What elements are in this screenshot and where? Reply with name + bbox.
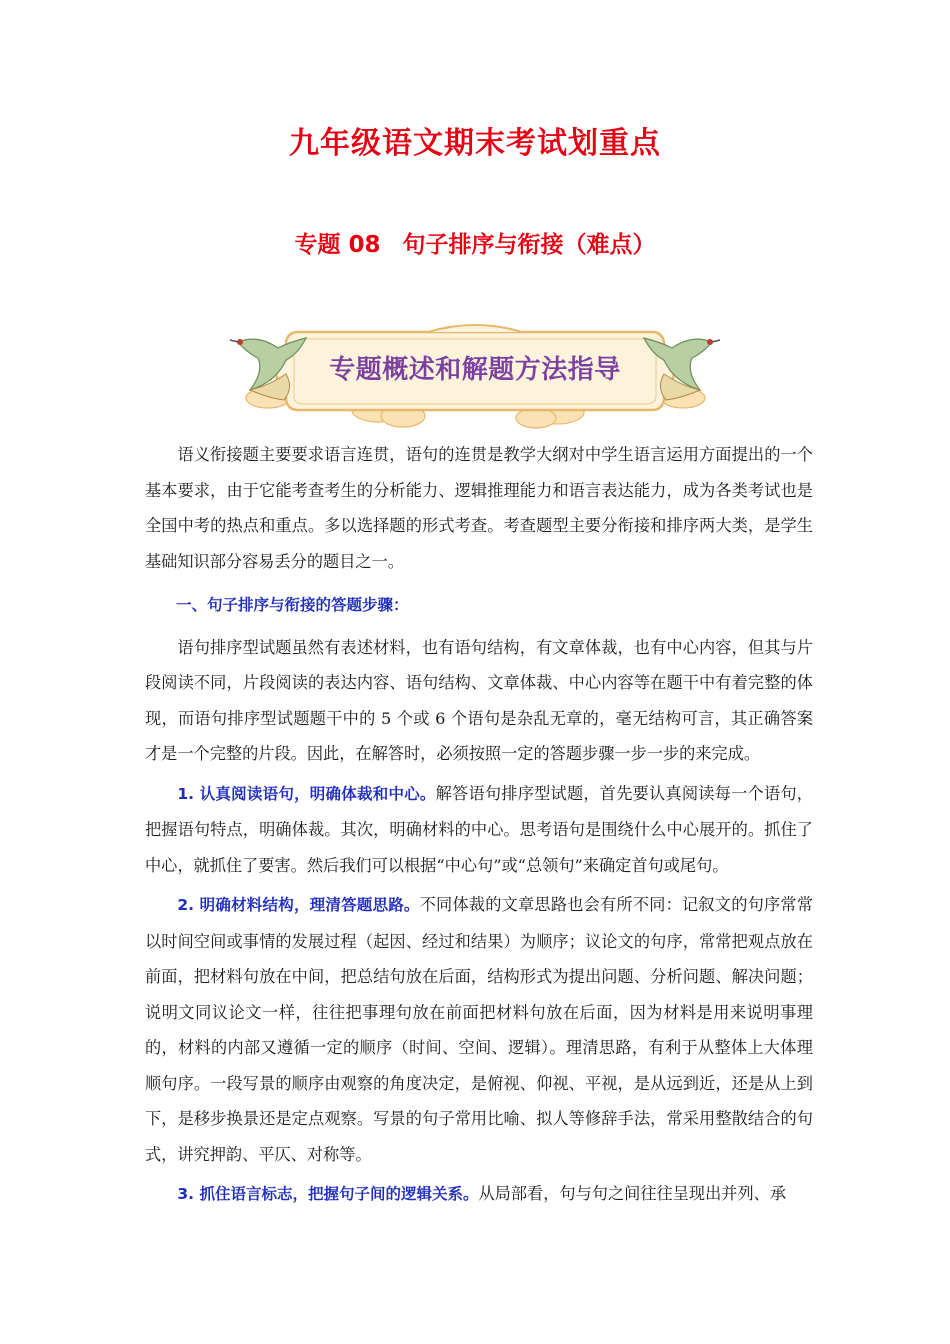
document-title: 九年级语文期末考试划重点: [289, 126, 661, 161]
section-banner: [228, 312, 722, 434]
step-2-text: 不同体裁的文章思路也会有所不同：记叙文的句序常常以时间空间或事情的发展过程（起因、经过和结果）为顺序；议论文的句序，常常把观点放在前面，把材料句放在中间，把总结句放在后面，结构形式为提出问题、分析问题、解决问题；说明文同议论文一样，往往把事理句放在前面把材料句放在后面，因为材料是用来说明事理的，材料的内部又遵循一定的顺序（时间、空间、逻辑）。理清思路，有利于从整体上大体理顺句序。一段写景的顺序由观察的角度决定，是俯视、仰视、平视，是从远到近，还是从上到下，是移步换景还是定点观察。写景的句子常用比喻、拟人等修辞手法，常采用整散结合的句式，讲究押韵、平仄、对称等。: [145, 895, 814, 1164]
banner-title: 专题概述和解题方法指导: [329, 355, 621, 385]
topic-number: 专题 08: [294, 232, 381, 258]
section-paragraph: 语句排序型试题虽然有表述材料，也有语句结构，有文章体裁，也有中心内容，但其与片段阅读不同，片段阅读的表达内容、语句结构、文章体裁、中心内容等在题干中有着完整的体现，而语句排序型试题题干中的 5 个或 6 个语句是杂乱无章的，毫无结构可言，其正确答案才是一个完整的片段。因此，在解答时，必须按照一定的答题步骤一步一步的来完成。: [145, 637, 813, 763]
topic-title: [0, 226, 950, 259]
step-1-paragraph: [145, 776, 813, 884]
step-3-text: 从局部看，句与句之间往往呈现出并列、承: [478, 1184, 787, 1203]
step-3-paragraph: [145, 1176, 813, 1213]
step-2-lead: 2. 明确材料结构，理清答题思路。: [177, 896, 420, 914]
step-1-lead: 1. 认真阅读语句，明确体裁和中心。: [177, 784, 436, 803]
article-body: [145, 437, 813, 1213]
step-2-paragraph: [145, 887, 813, 1172]
step-3-lead: 3. 抓住语言标志，把握句子间的逻辑关系。: [177, 1185, 479, 1203]
step-1-text: 解答语句排序型试题，首先要认真阅读每一个语句，把握语句特点，明确体裁。其次，明确材料的中心。思考语句是围绕什么中心展开的。抓住了中心，就抓住了要害。然后我们可以根据“中心句”或“总领句”来确定首句或尾句。: [145, 783, 813, 875]
section-heading: 一、句子排序与衔接的答题步骤：: [176, 596, 409, 614]
intro-paragraph: 语义衔接题主要要求语言连贯，语句的连贯是教学大纲对中学生语言运用方面提出的一个基本要求，由于它能考查考生的分析能力、逻辑推理能力和语言表达能力，成为各类考试也是全国中考的热点和重点。多以选择题的形式考查。考查题型主要分衔接和排序两大类，是学生基础知识部分容易丢分的题目之一。: [145, 445, 813, 571]
topic-name: 句子排序与衔接（难点）: [402, 232, 656, 258]
